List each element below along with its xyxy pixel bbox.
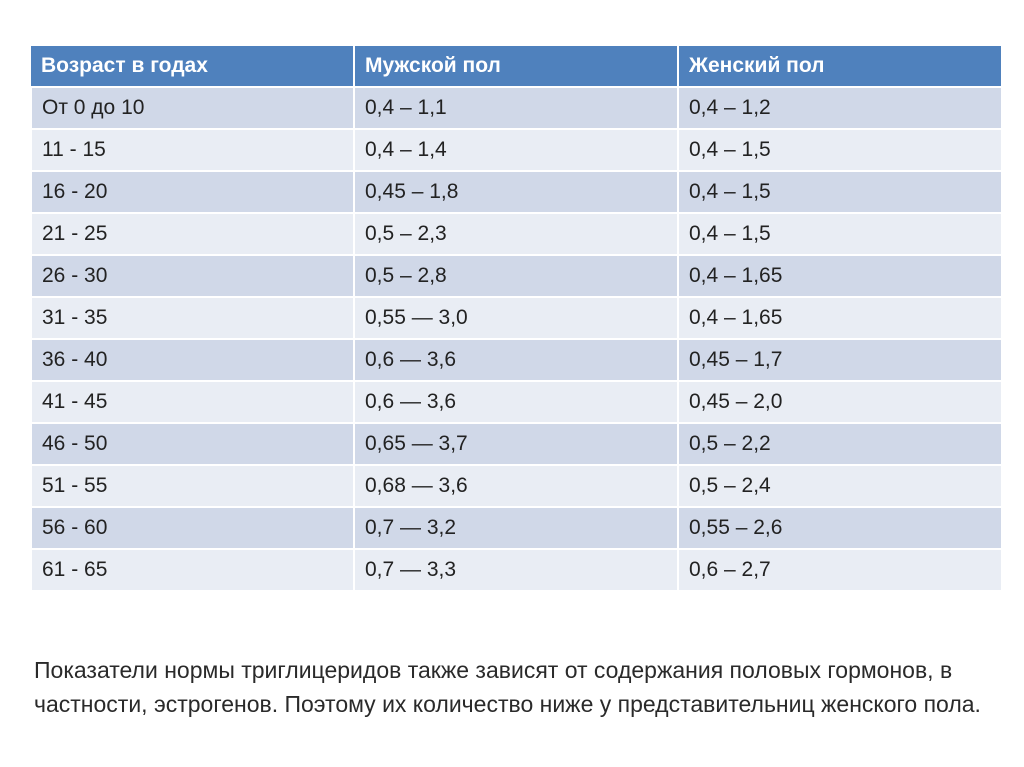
cell-age: 61 - 65 <box>31 549 354 591</box>
table-row <box>31 297 1002 339</box>
table-row <box>31 507 1002 549</box>
cell-female: 0,5 – 2,4 <box>678 465 1002 507</box>
table-header-row <box>31 46 1002 87</box>
table-row <box>31 213 1002 255</box>
cell-age: 31 - 35 <box>31 297 354 339</box>
cell-female: 0,4 – 1,65 <box>678 297 1002 339</box>
header-male: Мужской пол <box>354 46 678 87</box>
cell-male: 0,7 — 3,3 <box>354 549 678 591</box>
table-row <box>31 381 1002 423</box>
table-row <box>31 255 1002 297</box>
cell-female: 0,6 – 2,7 <box>678 549 1002 591</box>
table-row <box>31 339 1002 381</box>
table-row <box>31 465 1002 507</box>
header-female: Женский пол <box>678 46 1002 87</box>
cell-age: 46 - 50 <box>31 423 354 465</box>
cell-male: 0,7 — 3,2 <box>354 507 678 549</box>
triglyceride-norms-table <box>30 46 1003 592</box>
footnote-text: Показатели нормы триглицеридов также зависят от содержания половых гормонов, в частности, эстрогенов. Поэтому их количество ниже у представительниц женского пола. <box>34 657 981 717</box>
cell-female: 0,45 – 2,0 <box>678 381 1002 423</box>
header-age: Возраст в годах <box>31 46 354 87</box>
cell-male: 0,5 – 2,8 <box>354 255 678 297</box>
cell-age: 11 - 15 <box>31 129 354 171</box>
cell-female: 0,45 – 1,7 <box>678 339 1002 381</box>
cell-male: 0,65 — 3,7 <box>354 423 678 465</box>
cell-female: 0,55 – 2,6 <box>678 507 1002 549</box>
cell-female: 0,4 – 1,5 <box>678 213 1002 255</box>
table-row <box>31 87 1002 129</box>
cell-female: 0,4 – 1,65 <box>678 255 1002 297</box>
table-row <box>31 549 1002 591</box>
table-row <box>31 423 1002 465</box>
cell-age: От 0 до 10 <box>31 87 354 129</box>
cell-male: 0,6 — 3,6 <box>354 381 678 423</box>
cell-age: 21 - 25 <box>31 213 354 255</box>
cell-age: 26 - 30 <box>31 255 354 297</box>
cell-age: 51 - 55 <box>31 465 354 507</box>
cell-age: 56 - 60 <box>31 507 354 549</box>
cell-male: 0,4 – 1,1 <box>354 87 678 129</box>
table-row <box>31 129 1002 171</box>
cell-female: 0,5 – 2,2 <box>678 423 1002 465</box>
cell-age: 41 - 45 <box>31 381 354 423</box>
cell-male: 0,68 — 3,6 <box>354 465 678 507</box>
table-row <box>31 171 1002 213</box>
cell-age: 16 - 20 <box>31 171 354 213</box>
cell-female: 0,4 – 1,5 <box>678 129 1002 171</box>
cell-male: 0,55 — 3,0 <box>354 297 678 339</box>
cell-male: 0,5 – 2,3 <box>354 213 678 255</box>
cell-male: 0,4 – 1,4 <box>354 129 678 171</box>
cell-age: 36 - 40 <box>31 339 354 381</box>
cell-male: 0,6 — 3,6 <box>354 339 678 381</box>
cell-female: 0,4 – 1,5 <box>678 171 1002 213</box>
triglyceride-norms-table-container <box>30 46 1001 592</box>
cell-male: 0,45 – 1,8 <box>354 171 678 213</box>
cell-female: 0,4 – 1,2 <box>678 87 1002 129</box>
